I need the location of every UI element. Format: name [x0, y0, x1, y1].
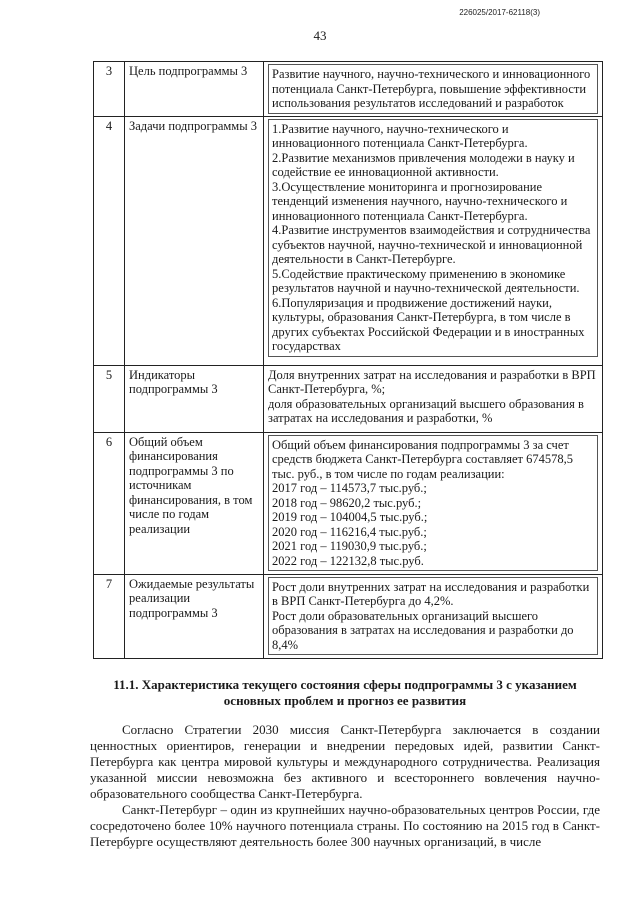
row-number: 4	[94, 116, 125, 365]
row-name: Цель подпрограммы 3	[125, 62, 264, 117]
row-number: 5	[94, 365, 125, 432]
row-description-text: Общий объем финансирования подпрограммы 3 за счет средств бюджета Санкт-Петербурга составляет 674578,5 тыс. руб., в том числе по годам реализации: 2017 год – 114573,7 тыс.руб.; 2018 год – 98620,2 тыс.руб.; 2019 год – 104004,5 тыс.руб.; 2020 год – 116216,4 тыс.руб.; 2021 год – 119030,9 тыс.руб.; 2022 год – 122132,8 тыс.руб.	[268, 435, 598, 572]
row-description-text: Рост доли внутренних затрат на исследования и разработки в ВРП Санкт-Петербурга до 4,2%. Рост доли образовательных организаций высшего образования в затратах на исследования и разработки до 8,4%	[268, 577, 598, 656]
row-description-text: 1.Развитие научного, научно-технического и инновационного потенциала Санкт-Петербурга. 2.Развитие механизмов привлечения молодежи в науку и содействие ее инновационной активности. 3.Осуществление мониторинга и прогнозирование тенденций изменения научного, научно-технического и инновационного потенциала Санкт-Петербурга. 4.Развитие инструментов взаимодействия и сотрудничества субъектов научной, научно-технической и инновационной деятельности в Санкт-Петербурге. 5.Содействие практическому применению в экономике результатов научной и научно-технической деятельности. 6.Популяризация и продвижение достижений науки, культуры, образования Санкт-Петербурга, в том числе в других субъектах Российской Федерации и в иностранных государствах	[268, 119, 598, 357]
table-row	[94, 432, 603, 574]
row-description-text: Развитие научного, научно-технического и инновационного потенциала Санкт-Петербурга, повышение эффективности использования результатов исследований и разработок	[268, 64, 598, 114]
row-name: Индикаторы подпрограммы 3	[125, 365, 264, 432]
program-table	[93, 61, 603, 659]
page-number: 43	[313, 28, 327, 43]
row-name: Ожидаемые результаты реализации подпрограммы 3	[125, 574, 264, 658]
table-row	[94, 574, 603, 658]
table-row	[94, 62, 603, 117]
table-row	[94, 116, 603, 365]
row-number: 7	[94, 574, 125, 658]
row-name: Общий объем финансирования подпрограммы 3 по источникам финансирования, в том числе по годам реализации	[125, 432, 264, 574]
row-description	[264, 62, 603, 117]
paragraph: Санкт-Петербург – один из крупнейших научно-образовательных центров России, где сосредоточено более 10% научного потенциала страны. По состоянию на 2015 год в Санкт-Петербурге осуществляют деятельность более 300 научных организаций, в числе	[90, 802, 600, 849]
document-id: 226025/2017-62118(3)	[459, 8, 540, 17]
paragraph: Согласно Стратегии 2030 миссия Санкт-Петербурга заключается в создании ценностных ориентиров, генерации и внедрении передовых идей, развитии Санкт-Петербурга как центра мировой культуры и международного сотрудничества. Реализация указанной миссии невозможна без активного и всестороннего вовлечения научно-образовательного сообщества Санкт-Петербурга.	[90, 722, 600, 801]
row-description-text: Доля внутренних затрат на исследования и разработки в ВРП Санкт-Петербурга, %; доля образовательных организаций высшего образования в затратах на исследования и разработки, %	[268, 367, 596, 425]
table-row	[94, 365, 603, 432]
row-name: Задачи подпрограммы 3	[125, 116, 264, 365]
row-number: 3	[94, 62, 125, 117]
row-description	[264, 365, 603, 432]
row-number: 6	[94, 432, 125, 574]
section-heading: 11.1. Характеристика текущего состояния сферы подпрограммы 3 с указанием основных проблем и прогноз ее развития	[113, 677, 577, 708]
row-description	[264, 116, 603, 365]
section-body	[90, 722, 600, 850]
row-description	[264, 574, 603, 658]
row-description	[264, 432, 603, 574]
